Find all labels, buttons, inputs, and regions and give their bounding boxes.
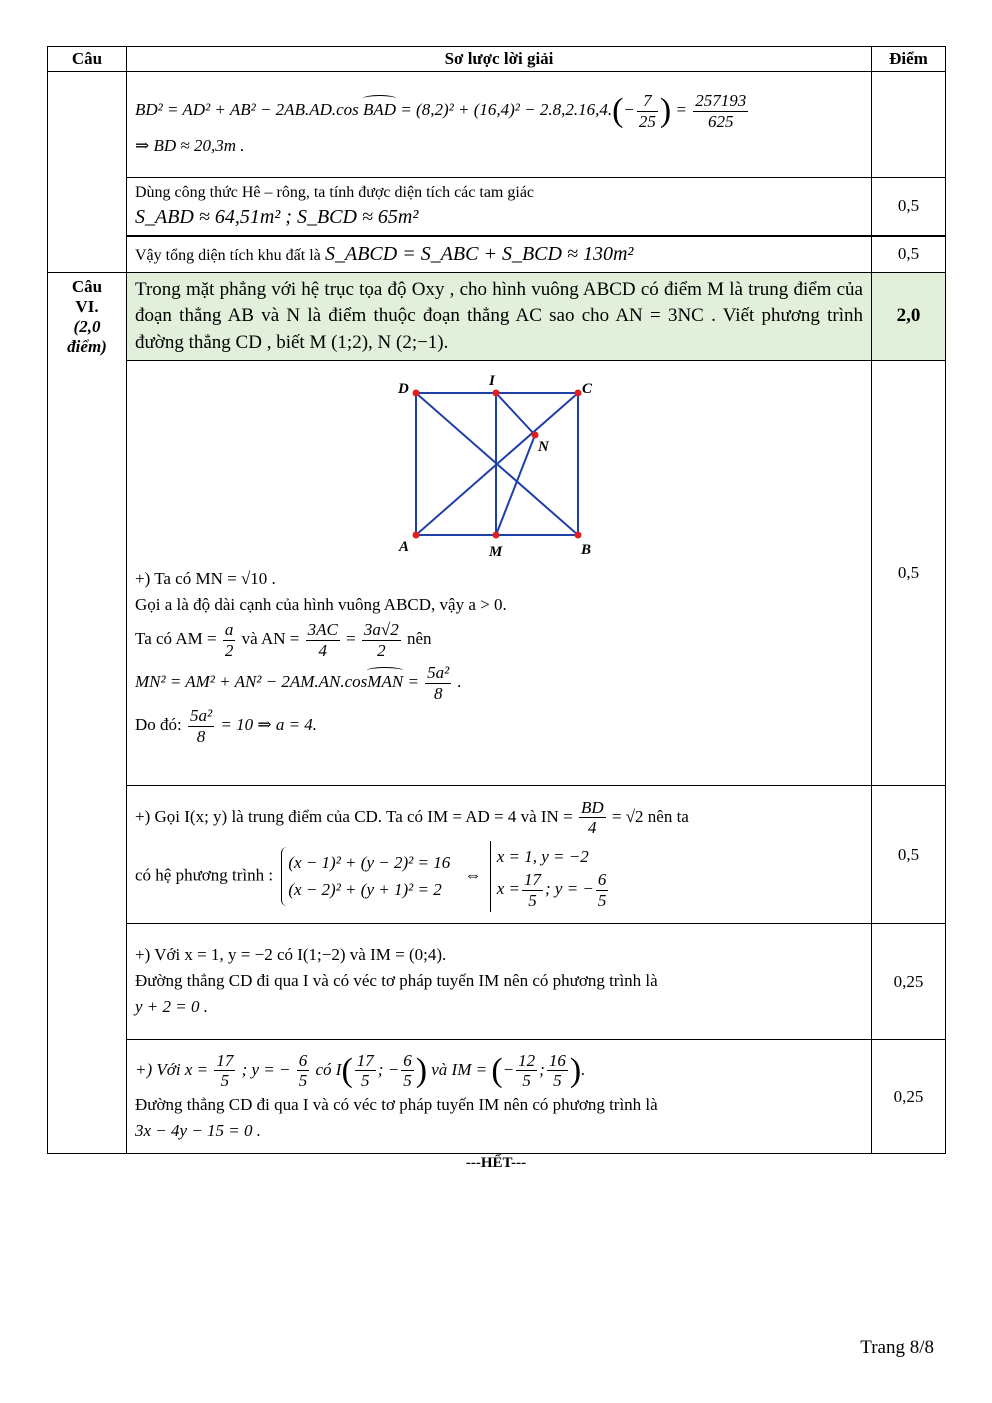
page-number: Trang 8/8: [860, 1337, 934, 1358]
step4-line3: 3x − 4y − 15 = 0 .: [135, 1120, 262, 1140]
step4-line1: +) Với x = $\frac{17}{5}$ ; y = − $\frac{6}{5}$ có I( $\frac{17}{5}$ ; − $\frac{6}{5}$ ) và IM = (− $\frac{12}{5}$ ; $\frac{16}{5}$ ).: [135, 1050, 586, 1091]
heron-values: S_ABD ≈ 64,51m² ; S_BCD ≈ 65m²: [135, 205, 419, 228]
step1-points: 0,5: [872, 361, 946, 786]
step4-cell: [127, 1040, 872, 1154]
step2-points: 0,5: [872, 786, 946, 924]
bd-points-empty: [872, 72, 946, 178]
step4-points: 0,25: [872, 1040, 946, 1154]
step3-points: 0,25: [872, 924, 946, 1040]
heron-row: [48, 178, 946, 236]
heron-cell: [127, 178, 872, 236]
bd-angle: BAD: [363, 99, 396, 122]
label-B: B: [581, 542, 592, 559]
step4-row: [48, 1040, 946, 1154]
step1-line5: Do đó: $\frac{\text{5a²}}{8}$ = 10 ⇒ a = 4.: [135, 706, 318, 746]
q6-label-3: (2,0: [73, 316, 101, 336]
step1-line3: Ta có AM = $\frac{a}{2}$ và AN = $\frac{3AC}{4}$ = $\frac{3a√2}{2}$ nên: [135, 620, 432, 660]
step3-line3: y + 2 = 0 .: [135, 997, 208, 1017]
total-row: [48, 236, 946, 273]
bd-approx: ⇒ BD ≈ 20,3m .: [135, 135, 245, 155]
label-A: A: [399, 539, 410, 556]
total-points: 0,5: [872, 236, 946, 273]
step2-line2: có hệ phương trình : (x − 1)² + (y − 2)² = 16 (x − 2)² + (y + 1)² = 2 ⇔ x = 1, y = −2 x = $\frac{17}{5}$ ; y = − $\frac{6}{5}$: [135, 841, 863, 912]
total-formula: S_ABCD = S_ABC + S_BCD ≈ 130m²: [324, 242, 634, 265]
label-C: C: [582, 381, 593, 398]
header-points: Điểm: [872, 47, 946, 72]
label-D: D: [398, 381, 409, 398]
bd-rhs: = (8,2)² + (16,4)² − 2.8,2.16,4.: [400, 100, 613, 120]
q6-row: [48, 272, 946, 361]
step3-row: [48, 924, 946, 1040]
step3-line1: +) Với x = 1, y = −2 có I(1;−2) và IM = (0;4).: [135, 945, 447, 965]
bd-formula: BD² = AD² + AB² − 2AB.AD.cos: [135, 100, 359, 120]
step2-line1: +) Gọi I(x; y) là trung điểm của CD. Ta có IM = AD = 4 và IN = $\frac{BD}{4}$ = √2 nên ta: [135, 797, 689, 838]
step1-row: [48, 361, 946, 786]
heron-points: 0,5: [872, 178, 946, 236]
bd-fraction: $\frac{7}{25}$: [638, 91, 656, 132]
step1-line4: MN² = AM² + AN² − 2AM.AN.cosMAN = $\frac{\text{5a²}}{8}$ .: [135, 663, 462, 703]
q6-points: 2,0: [872, 272, 946, 361]
q6-problem: Trong mặt phẳng với hệ trục tọa độ Oxy , cho hình vuông ABCD có điểm M là trung điểm của đoạn thẳng AB và N là điểm thuộc đoạn thẳng AC sao cho AN = 3NC . Viết phương trình đường thẳng CD , biết M (1;2), N (2;−1).: [127, 272, 872, 361]
table-header-row: [48, 47, 946, 72]
label-I: I: [489, 373, 495, 390]
q6-label-4: điểm): [67, 336, 107, 356]
q6-label-1: Câu: [71, 276, 103, 296]
step3-line2: Đường thẳng CD đi qua I và có véc tơ pháp tuyến IM nên có phương trình là: [135, 971, 658, 991]
solution-set: x = 1, y = −2 x = $\frac{17}{5}$ ; y = − $\frac{6}{5}$: [490, 841, 617, 912]
heron-text: Dùng công thức Hê – rông, ta tính được diện tích các tam giác: [135, 184, 535, 201]
step1-cell: [127, 361, 872, 786]
q6-label-2: VI.: [75, 296, 99, 316]
end-marker: ---HẾT---: [465, 1155, 527, 1171]
header-solution: Sơ lược lời giải: [127, 47, 872, 72]
step2-cell: [127, 786, 872, 924]
solution-table: [47, 46, 946, 1154]
step2-row: [48, 786, 946, 924]
equation-system: (x − 1)² + (y − 2)² = 16 (x − 2)² + (y + 1)² = 2: [281, 847, 456, 905]
label-M: M: [489, 544, 503, 561]
total-cell: [127, 236, 872, 273]
square-figure: [135, 365, 864, 565]
step3-cell: [127, 924, 872, 1040]
q6-label: [48, 272, 127, 1154]
figure-lines: [416, 393, 578, 535]
bd-formula-line: BD² = AD² + AB² − 2AB.AD.cos BAD = (8,2)² + (16,4)² − 2.8,2.16,4.(− $\frac{7}{25}$ ) = $\frac{257193}{625}$: [135, 91, 747, 132]
label-N: N: [538, 439, 549, 456]
question-cell-empty: [48, 72, 127, 273]
step4-line2: Đường thẳng CD đi qua I và có véc tơ pháp tuyến IM nên có phương trình là: [135, 1094, 658, 1114]
step1-line1: +) Ta có MN = √10 .: [135, 569, 276, 589]
header-question: Câu: [48, 47, 127, 72]
bd-cell: [127, 72, 872, 178]
total-text: Vậy tổng diện tích khu đất là: [135, 246, 321, 264]
step1-line2: Gọi a là độ dài cạnh của hình vuông ABCD, vậy a > 0.: [135, 595, 507, 615]
bd-row: [48, 72, 946, 178]
bd-result: $\frac{257193}{625}$: [695, 91, 747, 132]
